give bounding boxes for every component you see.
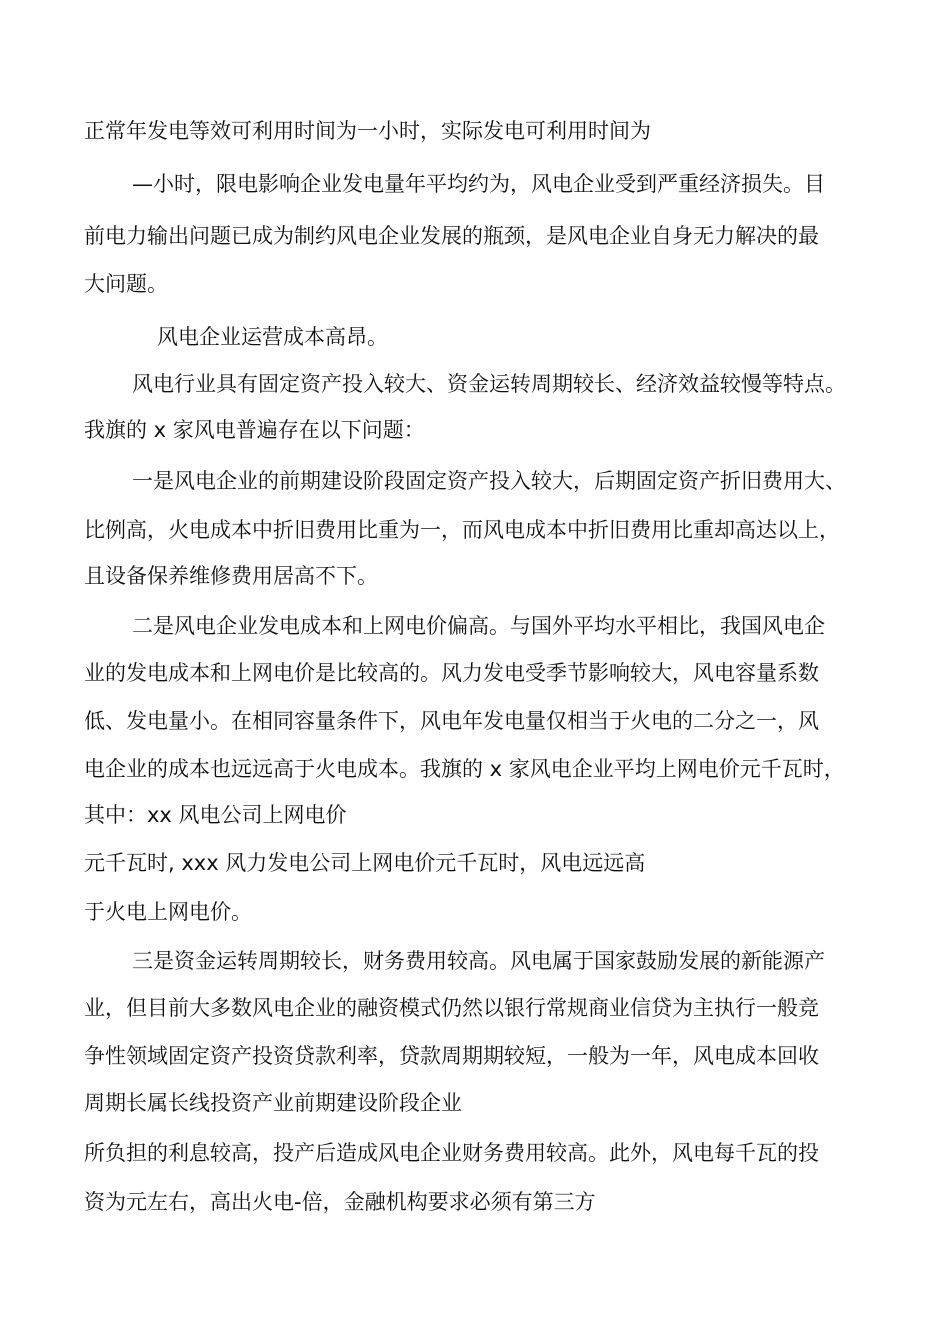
text-line: 业的发电成本和上网电价是比较高的。风力发电受季节影响较大，风电容量系数 <box>84 661 819 685</box>
text-line: 电企业的成本也远远高于火电成本。我旗的 x 家风电企业平均上网电价元千瓦时， <box>84 757 845 781</box>
text-line: —小时，限电影响企业发电量年平均约为，风电企业受到严重经济损失。目 <box>132 172 825 196</box>
text-line: 且设备保养维修费用居高不下。 <box>84 564 378 588</box>
text-line: 大问题。 <box>84 272 168 296</box>
text-line: 低、发电量小。在相同容量条件下，风电年发电量仅相当于火电的二分之一，风 <box>84 709 819 733</box>
text-line: 其中：xx 风电公司上网电价 <box>84 803 347 827</box>
text-line: 元千瓦时, xxx 风力发电公司上网电价元千瓦时，风电远远高 <box>84 851 646 875</box>
text-line: 争性领域固定资产投资贷款利率，贷款周期期较短，一般为一年，风电成本回收 <box>84 1044 819 1068</box>
text-line: 业，但目前大多数风电企业的融资模式仍然以银行常规商业信贷为主执行一般竞 <box>84 996 819 1020</box>
text-line: 二是风电企业发电成本和上网电价偏高。与国外平均水平相比，我国风电企 <box>132 614 825 638</box>
text-line: 三是资金运转周期较长，财务费用较高。风电属于国家鼓励发展的新能源产 <box>132 949 825 973</box>
text-line: 一是风电企业的前期建设阶段固定资产投入较大，后期固定资产折旧费用大、 <box>132 469 846 493</box>
text-line: 我旗的 x 家风电普遍存在以下问题： <box>84 418 425 442</box>
text-line: 所负担的利息较高，投产后造成风电企业财务费用较高。此外，风电每千瓦的投 <box>84 1141 819 1165</box>
text-line: 周期长属长线投资产业前期建设阶段企业 <box>84 1091 462 1115</box>
text-line: 风电行业具有固定资产投入较大、资金运转周期较长、经济效益较慢等特点。 <box>132 372 846 396</box>
text-line: 于火电上网电价。 <box>84 900 252 924</box>
text-line: 比例高，火电成本中折旧费用比重为一，而风电成本中折旧费用比重却高达以上， <box>84 518 840 542</box>
section-heading: 风电企业运营成本高昂。 <box>157 325 388 349</box>
text-line: 前电力输出问题已成为制约风电企业发展的瓶颈，是风电企业自身无力解决的最 <box>84 224 819 248</box>
text-line: 正常年发电等效可利用时间为一小时，实际发电可利用时间为 <box>84 119 651 143</box>
text-line: 资为元左右，高出火电-倍，金融机构要求必须有第三方 <box>84 1190 596 1214</box>
